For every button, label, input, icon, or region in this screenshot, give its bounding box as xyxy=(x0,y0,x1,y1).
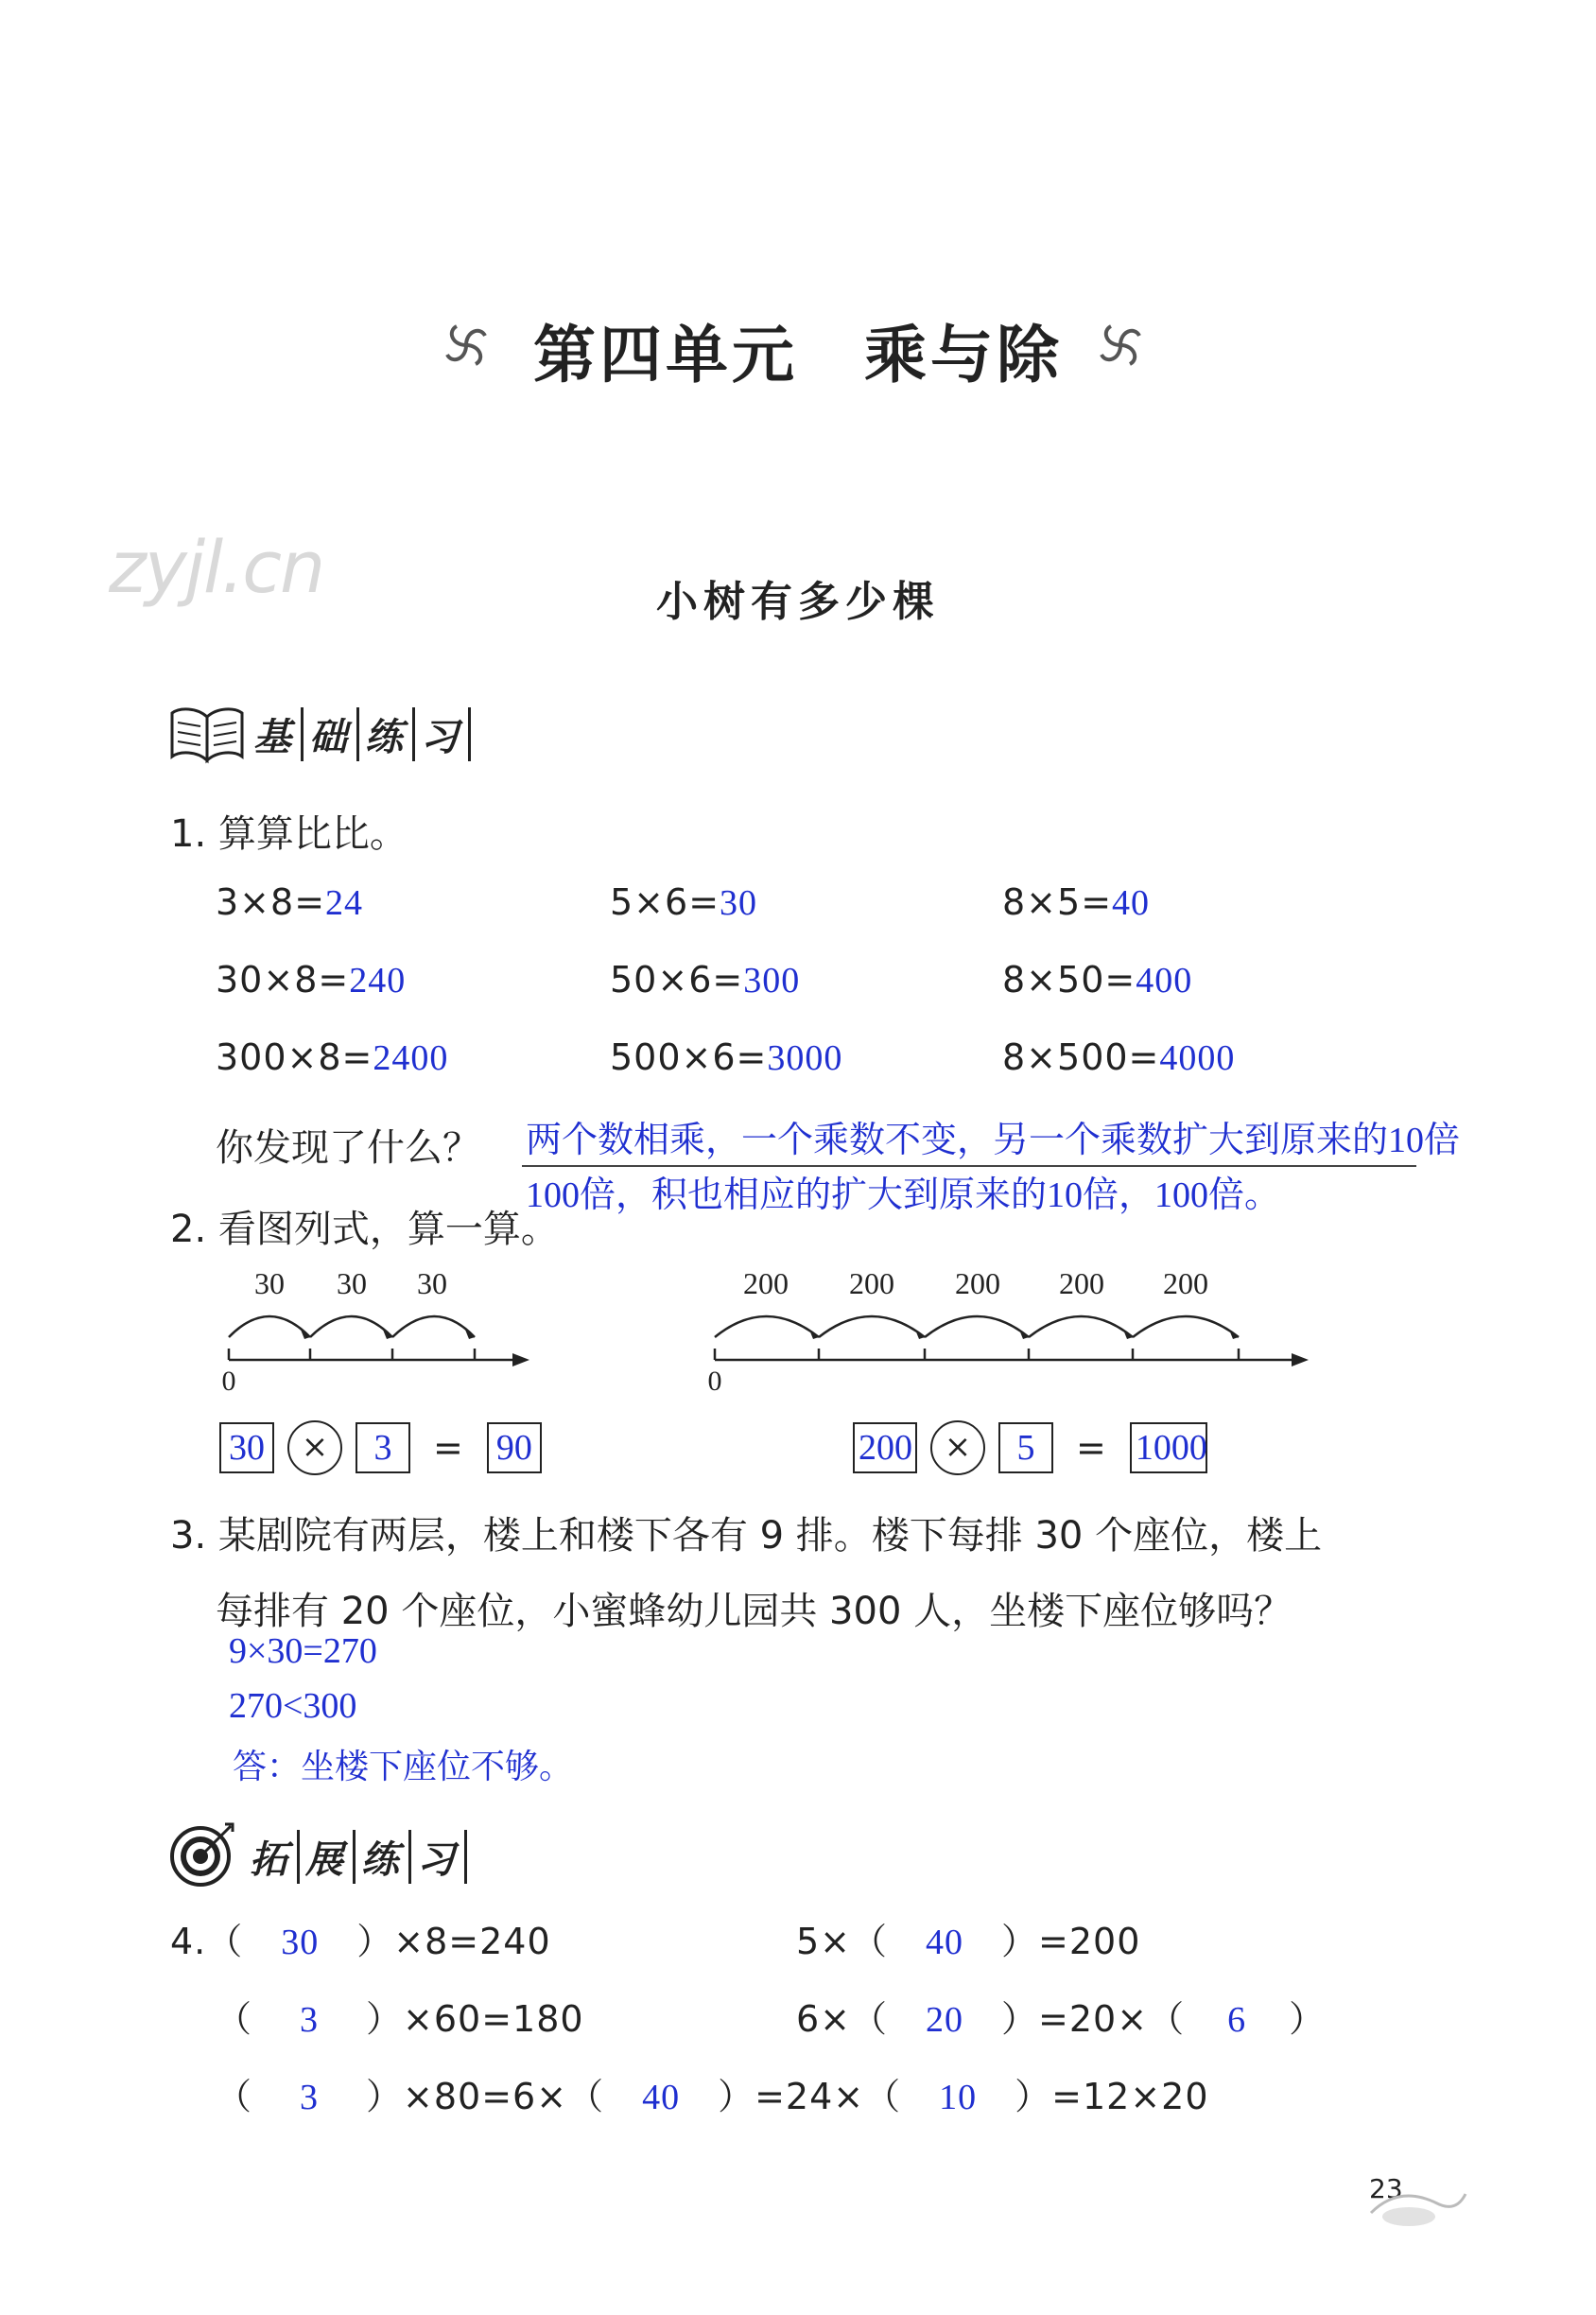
q1-item: 500×6=3000 xyxy=(610,1036,843,1078)
step-label: 200 xyxy=(955,1266,1000,1300)
answer-box: 30 xyxy=(219,1422,274,1473)
q3-line2: 每排有 20 个座位，小蜜蜂幼儿园共 300 人，坐楼下座位够吗？ xyxy=(216,1590,1292,1633)
q1-item: 50×6=300 xyxy=(610,959,801,1001)
section-basic-char-1: 基 xyxy=(248,707,304,761)
answer-box: 3 xyxy=(356,1422,410,1473)
step-label: 200 xyxy=(1059,1266,1104,1300)
section-basic-char-2: 础 xyxy=(304,707,359,761)
q4-row2-right: 6×（ 20 ）=20×（ 6 ） xyxy=(796,1998,1327,2040)
q1-item: 3×8=24 xyxy=(216,881,364,923)
q1-item: 30×8=240 xyxy=(216,959,407,1001)
q1-item: 300×8=2400 xyxy=(216,1036,449,1078)
q1-answer-line2: 100倍，积也相应的扩大到原来的10倍，100倍。 xyxy=(526,1175,1281,1215)
q1-label: 1. 算算比比。 xyxy=(170,812,408,856)
section-basic-char-4: 习 xyxy=(415,707,471,761)
q2-label: 2. 看图列式，算一算。 xyxy=(170,1208,559,1251)
origin-label: 0 xyxy=(221,1366,236,1397)
step-label: 30 xyxy=(254,1266,285,1300)
page-corner-decoration-icon xyxy=(1362,2175,1475,2232)
number-line-right xyxy=(698,1258,1322,1400)
step-label: 30 xyxy=(337,1266,367,1300)
origin-label: 0 xyxy=(707,1366,722,1397)
page-number: 23 xyxy=(1369,2173,1403,2204)
q4-row2-left: （ 3 ）×60=180 xyxy=(216,1998,584,2040)
q1-answer-line1: 两个数相乘，一个乘数不变，另一个乘数扩大到原来的10倍 xyxy=(526,1121,1461,1160)
lesson-title: 小树有多少棵 xyxy=(656,578,940,626)
section-basic-practice xyxy=(248,707,471,761)
q1-item: 5×6=30 xyxy=(610,881,758,923)
step-label: 200 xyxy=(849,1266,894,1300)
unit-title xyxy=(0,305,1596,394)
answer-box: 90 xyxy=(487,1422,542,1473)
equals-sign: = xyxy=(1076,1427,1107,1469)
q4-row3: （ 3 ）×80=6×（ 40 ）=24×（ 10 ）=12×20 xyxy=(216,2076,1209,2117)
section-extend-practice xyxy=(244,1830,467,1884)
section-extend-char-3: 练 xyxy=(356,1830,411,1884)
q3-work1: 9×30=270 xyxy=(229,1631,377,1671)
step-label: 200 xyxy=(1163,1266,1208,1300)
number-line-left xyxy=(208,1258,539,1400)
q3-line1: 3. 某剧院有两层，楼上和楼下各有 9 排。楼下每排 30 个座位，楼上 xyxy=(170,1514,1323,1558)
q3-answer: 答：坐楼下座位不够。 xyxy=(233,1748,574,1785)
section-extend-char-4: 习 xyxy=(411,1830,467,1884)
q1-item: 8×5=40 xyxy=(1002,881,1151,923)
q3-work2: 270<300 xyxy=(229,1686,357,1726)
q1-item: 8×50=400 xyxy=(1002,959,1193,1001)
swirl-ornament-right-icon xyxy=(1087,312,1154,378)
q2-left-equation xyxy=(219,1420,542,1475)
section-extend-char-1: 拓 xyxy=(244,1830,300,1884)
operator-circle: × xyxy=(930,1420,985,1475)
q2-right-equation xyxy=(853,1420,1207,1475)
section-basic-char-3: 练 xyxy=(359,707,415,761)
answer-box: 1000 xyxy=(1130,1422,1207,1473)
q4-row1-right: 5×（ 40 ）=200 xyxy=(796,1921,1141,1962)
unit-topic: 乘与除 xyxy=(864,318,1063,392)
section-extend-char-2: 展 xyxy=(300,1830,356,1884)
q1-item: 8×500=4000 xyxy=(1002,1036,1236,1078)
operator-circle: × xyxy=(287,1420,342,1475)
answer-box: 200 xyxy=(853,1422,917,1473)
unit-label: 第四单元 xyxy=(533,318,798,392)
q4-row1-left: 4.（ 30 ）×8=240 xyxy=(170,1921,551,1962)
equals-sign: = xyxy=(433,1427,464,1469)
answer-box: 5 xyxy=(998,1422,1053,1473)
target-icon xyxy=(168,1820,236,1889)
watermark: zyjl.cn xyxy=(109,525,324,609)
q1-question: 你发现了什么？ xyxy=(216,1126,480,1170)
open-book-icon xyxy=(168,700,246,766)
step-label: 200 xyxy=(743,1266,789,1300)
step-label: 30 xyxy=(417,1266,447,1300)
